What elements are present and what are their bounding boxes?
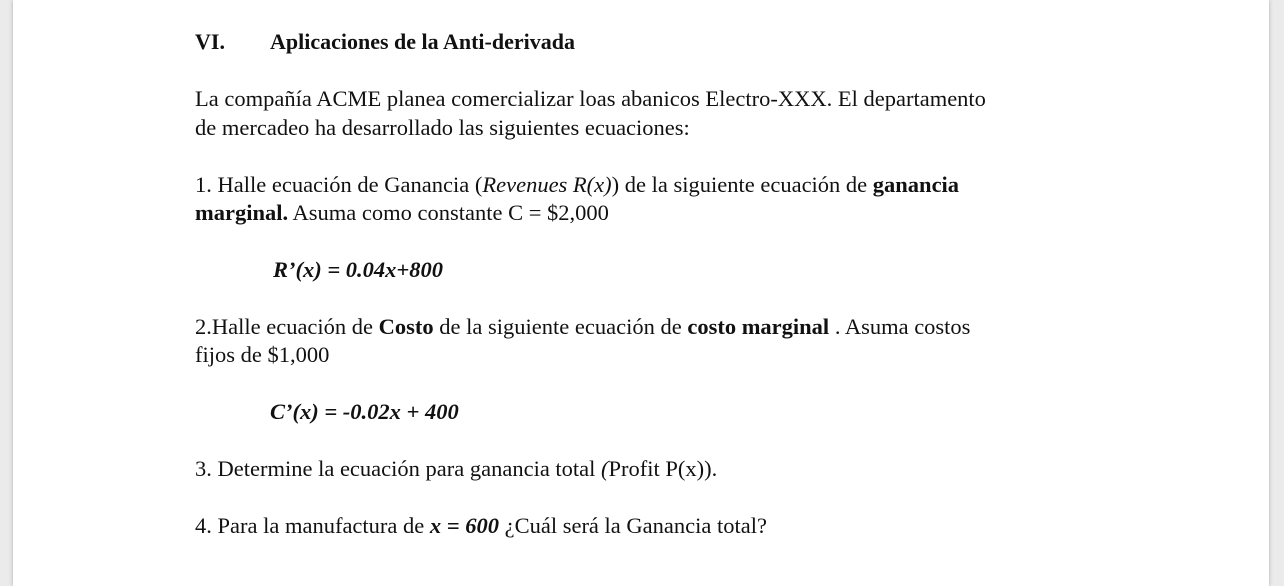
question-2-line-2: fijos de $1,000 [195, 342, 330, 367]
q2-bold-costo-marginal: costo marginal [687, 314, 830, 339]
section-title: Aplicaciones de la Anti-derivada [270, 29, 575, 54]
q4-expression: x = 600 [429, 513, 499, 538]
q4-text-post: ¿Cuál será la Ganancia total? [498, 513, 767, 538]
question-2-line-1 [195, 313, 970, 341]
equation-marginal-cost: C’(x) = -0.02x + 400 [270, 399, 459, 424]
q1-text-pre: 1. Halle ecuación de Ganancia ( [195, 172, 483, 197]
q2-bold-costo: Costo [378, 314, 434, 339]
intro-line-1: La compañía ACME planea comercializar loas abanicos Electro-XXX. El departamento [195, 86, 986, 111]
question-1-line-1 [195, 171, 959, 199]
intro-line-2: de mercadeo ha desarrollado las siguientes ecuaciones: [195, 115, 690, 140]
q2-text-post: . Asuma costos [829, 314, 971, 339]
q1-revenues: Revenues R(x) [482, 172, 612, 197]
q2-text-pre: 2.Halle ecuación de [195, 314, 379, 339]
q2-text-mid: de la siguiente ecuación de [433, 314, 688, 339]
document-page [13, 0, 1269, 586]
q1-text-mid: ) de la siguiente ecuación de [611, 172, 873, 197]
question-4 [195, 512, 767, 540]
q1-bold-marginal: marginal. [195, 200, 289, 225]
section-number: VI. [195, 29, 225, 54]
q3-text-post: Profit P(x)). [608, 456, 718, 481]
q3-paren: ( [601, 456, 609, 481]
q4-text-pre: 4. Para la manufactura de [195, 513, 430, 538]
equation-marginal-revenue: R’(x) = 0.04x+800 [273, 257, 444, 282]
question-1-line-2 [195, 199, 609, 227]
section-heading [195, 28, 575, 56]
q1-text-rest: Asuma como constante C = $2,000 [288, 200, 609, 225]
q1-bold-ganancia: ganancia [872, 172, 960, 197]
q3-text-pre: 3. Determine la ecuación para ganancia total [195, 456, 602, 481]
question-3 [195, 455, 717, 483]
